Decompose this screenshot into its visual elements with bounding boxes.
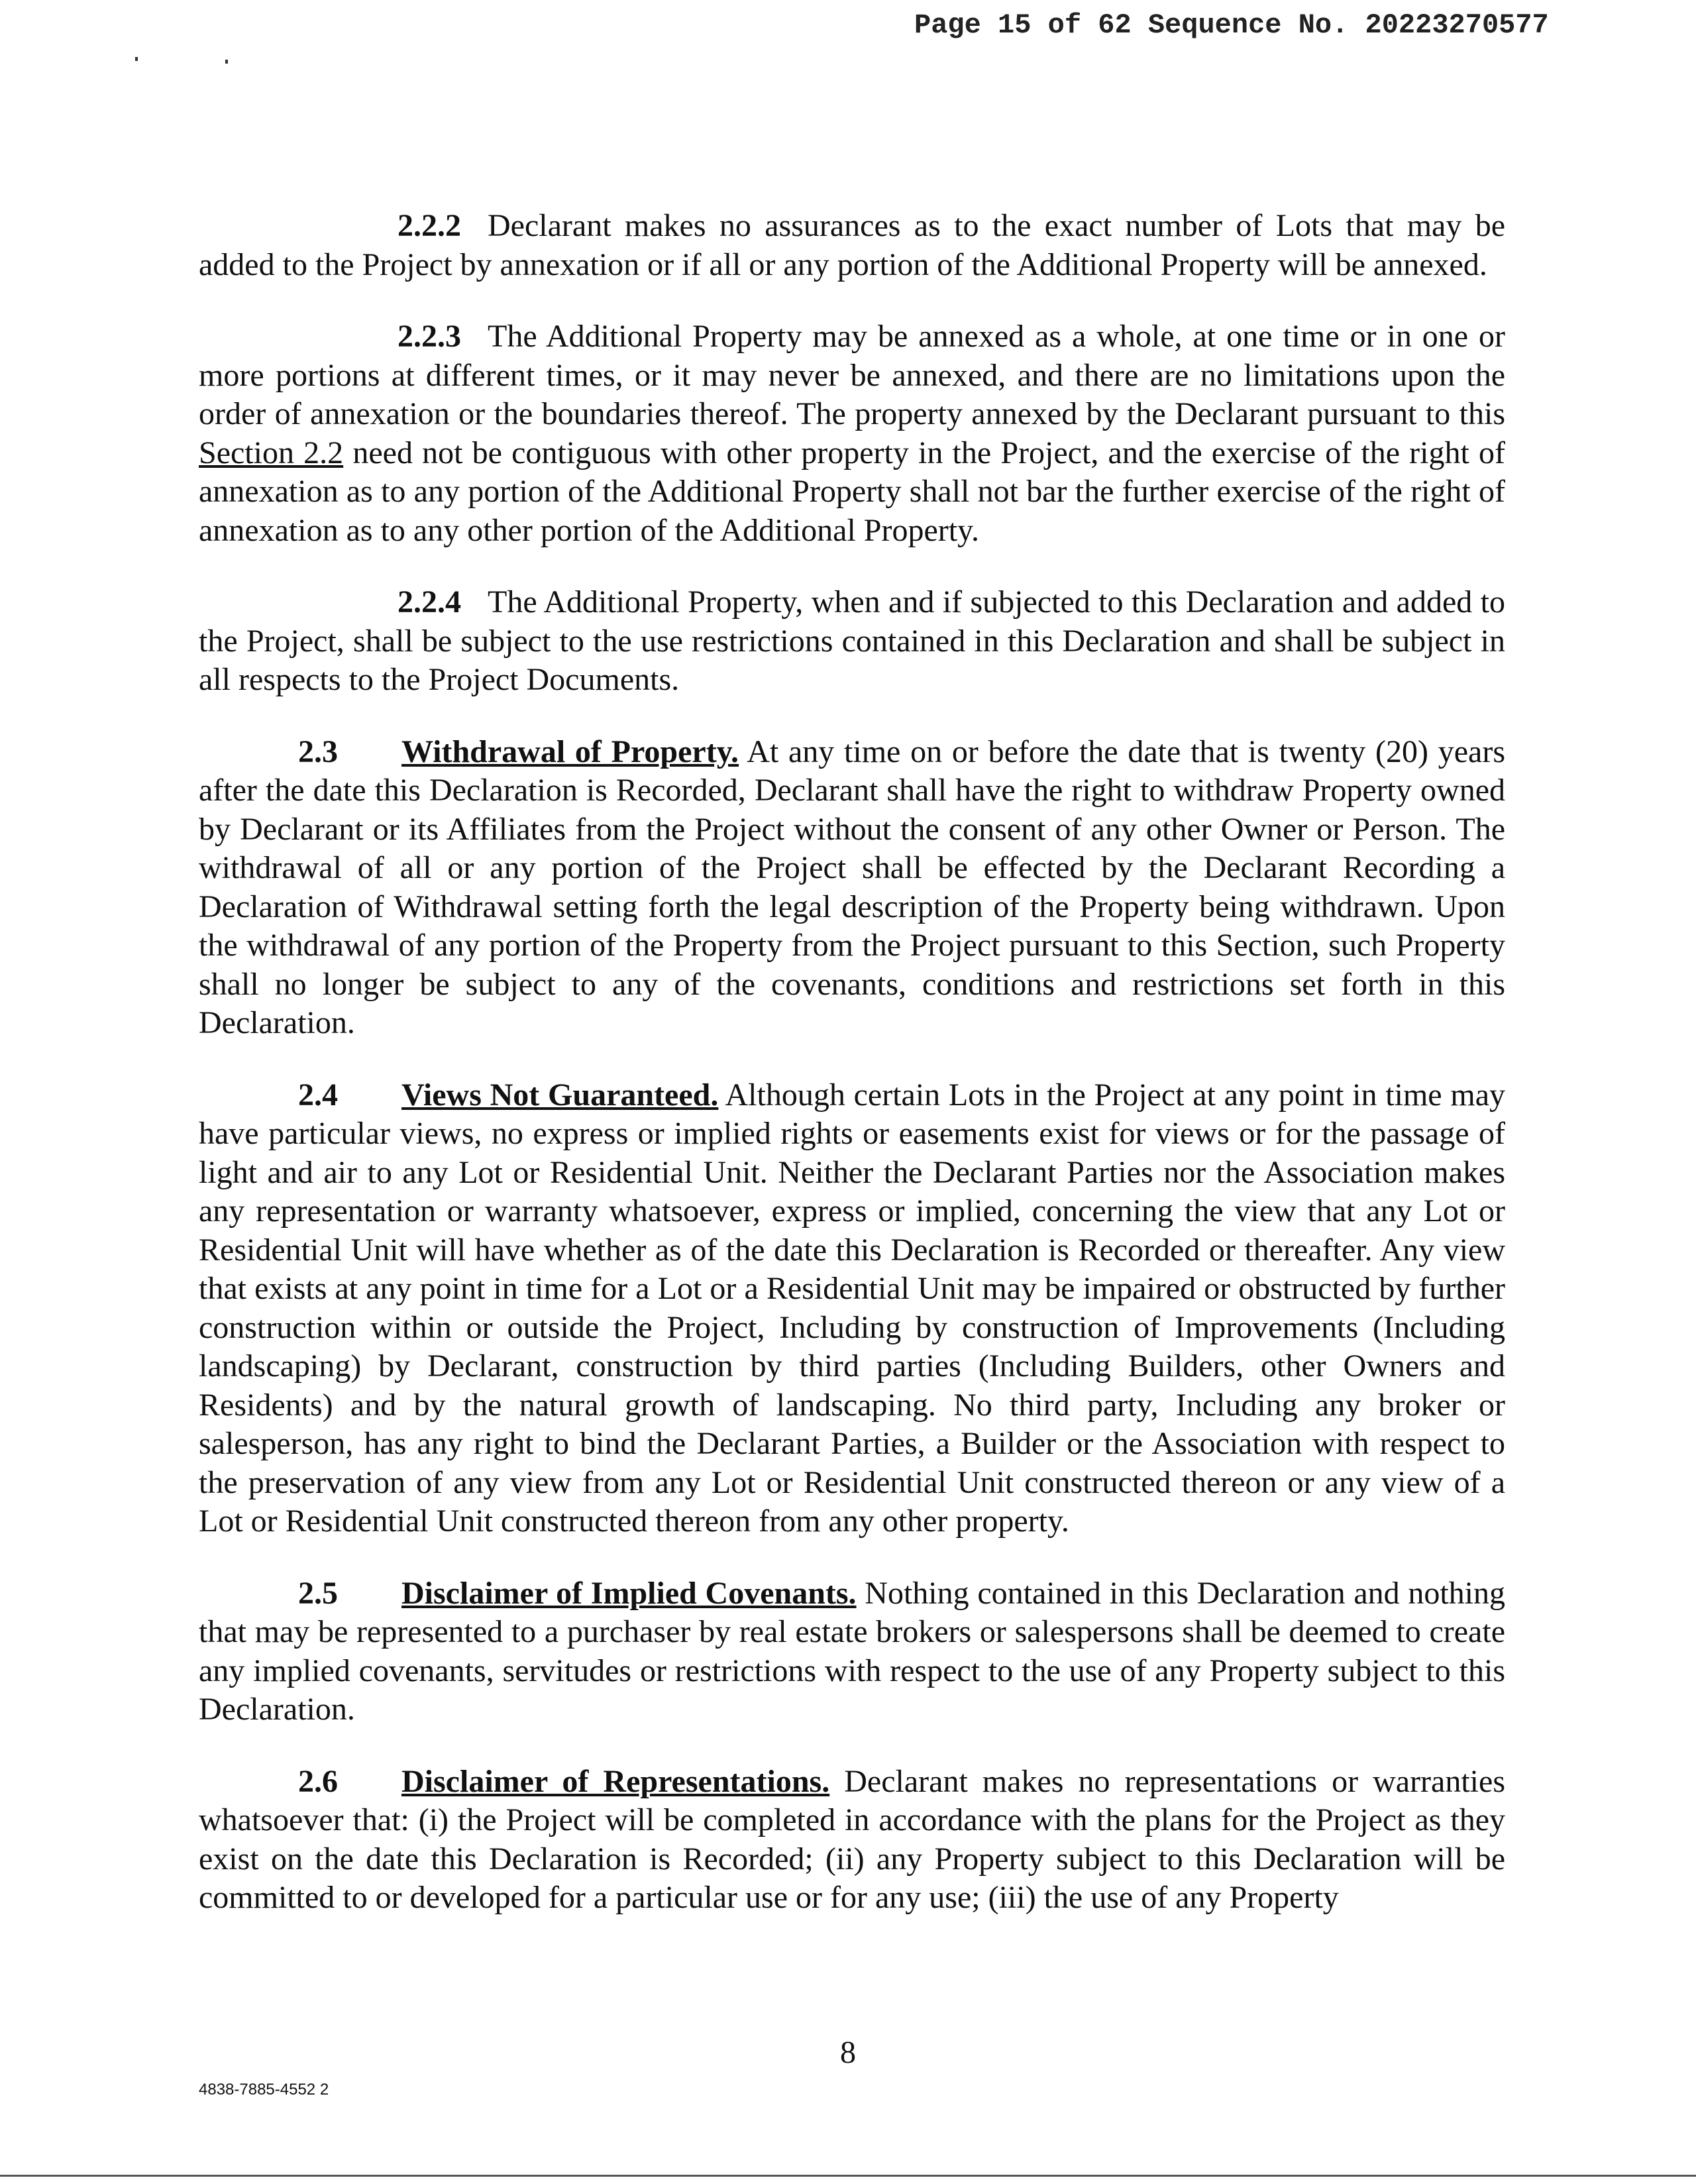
paragraph-text: At any time on or before the date that is twenty (20) years after the date this Declaration is Recorded, Declarant shall have the right to withdraw Property owned by Declarant or its Affiliates from the Project without the consent of any other Owner or Person. The withdrawal of all or any portion of the Project shall be effected by the Declarant Recording a Declaration of Withdrawal setting forth the legal description of the Property being withdrawn. Upon the withdrawal of any portion of the Property from the Project pursuant to this Section, such Property shall no longer be subject to any of the covenants, conditions and restrictions set forth in this Declaration. — [199, 734, 1506, 1040]
paragraph-2-2-4 — [199, 583, 1505, 700]
paragraph-2-2-2 — [199, 207, 1505, 284]
section-number: 2.4 — [298, 1077, 338, 1113]
section-heading: Disclaimer of Representations. — [401, 1763, 830, 1799]
section-reference: Section 2.2 — [199, 435, 344, 470]
paragraph-2-6 — [199, 1763, 1505, 1918]
paragraph-2-4 — [199, 1076, 1505, 1541]
paragraph-text: Nothing contained in this Declaration and nothing that may be represented to a purchaser by real estate brokers or salespersons shall be deemed to create any implied covenants, servitudes or restrictions with respect to the use of any Property subject to this Declaration. — [199, 1575, 1506, 1727]
section-heading: Withdrawal of Property. — [401, 734, 739, 769]
page-number: 8 — [840, 2035, 856, 2070]
paragraph-2-2-3 — [199, 317, 1505, 550]
paragraph-text: Although certain Lots in the Project at any point in time may have particular views, no express or implied rights or easements exist for views or for the passage of light and air to any Lot or Residential Unit. Neither the Declarant Parties nor the Association makes any representation or warranty whatsoever, express or implied, concerning the view that any Lot or Residential Unit will have whether as of the date this Declaration is Recorded or thereafter. Any view that exists at any point in time for a Lot or a Residential Unit may be impaired or obstructed by further construction within or outside the Project, Including by construction of Improvements (Including landscaping) by Declarant, construction by third parties (Including Builders, other Owners and Residents) and by the natural growth of landscaping. No third party, Including any broker or salesperson, has any right to bind the Declarant Parties, a Builder or the Association with respect to the preservation of any view from any Lot or Residential Unit constructed thereon or any view of a Lot or Residential Unit constructed thereon from any other property. — [199, 1077, 1505, 1539]
section-number: 2.3 — [298, 734, 338, 769]
paragraph-text: Declarant makes no representations or warranties whatsoever that: (i) the Project will be completed in accordance with the plans for the Project as they exist on the date this Declaration is Recorded; (ii) any Property subject to this Declaration will be committed to or developed for a particular use or for any use; (iii) the use of any Property — [199, 1763, 1505, 1915]
paragraph-2-3 — [199, 733, 1505, 1043]
section-number: 2.2.2 — [398, 208, 461, 243]
paragraph-text: The Additional Property, when and if subjected to this Declaration and added to the Project, shall be subject to the use restrictions contained in this Declaration and shall be subject in all respects to the Project Documents. — [199, 584, 1505, 697]
page-sequence-header: Page 15 of 62 Sequence No. 20223270577 — [914, 9, 1549, 41]
section-number: 2.2.4 — [398, 584, 461, 620]
paragraph-text-continued: need not be contiguous with other property in the Project, and the exercise of the right of annexation as to any portion of the Additional Property shall not bar the further exercise of the right of annexation as to any other portion of the Additional Property. — [199, 435, 1505, 548]
document-id: 4838-7885-4552 2 — [199, 2081, 329, 2099]
document-body — [199, 207, 1505, 1951]
paragraph-2-5 — [199, 1574, 1505, 1729]
paragraph-text: Declarant makes no assurances as to the exact number of Lots that may be added to the Project by annexation or if all or any portion of the Additional Property will be annexed. — [199, 208, 1505, 282]
paragraph-text: The Additional Property may be annexed as a whole, at one time or in one or more portions at different times, or it may never be annexed, and there are no limitations upon the order of annexation or the boundaries thereof. The property annexed by the Declarant pursuant to this — [199, 319, 1505, 431]
section-number: 2.6 — [298, 1763, 338, 1799]
scan-edge-line — [0, 2175, 1696, 2177]
section-number: 2.2.3 — [398, 319, 461, 354]
section-number: 2.5 — [298, 1575, 338, 1611]
section-heading: Views Not Guaranteed. — [401, 1077, 719, 1113]
section-heading: Disclaimer of Implied Covenants. — [401, 1575, 857, 1611]
